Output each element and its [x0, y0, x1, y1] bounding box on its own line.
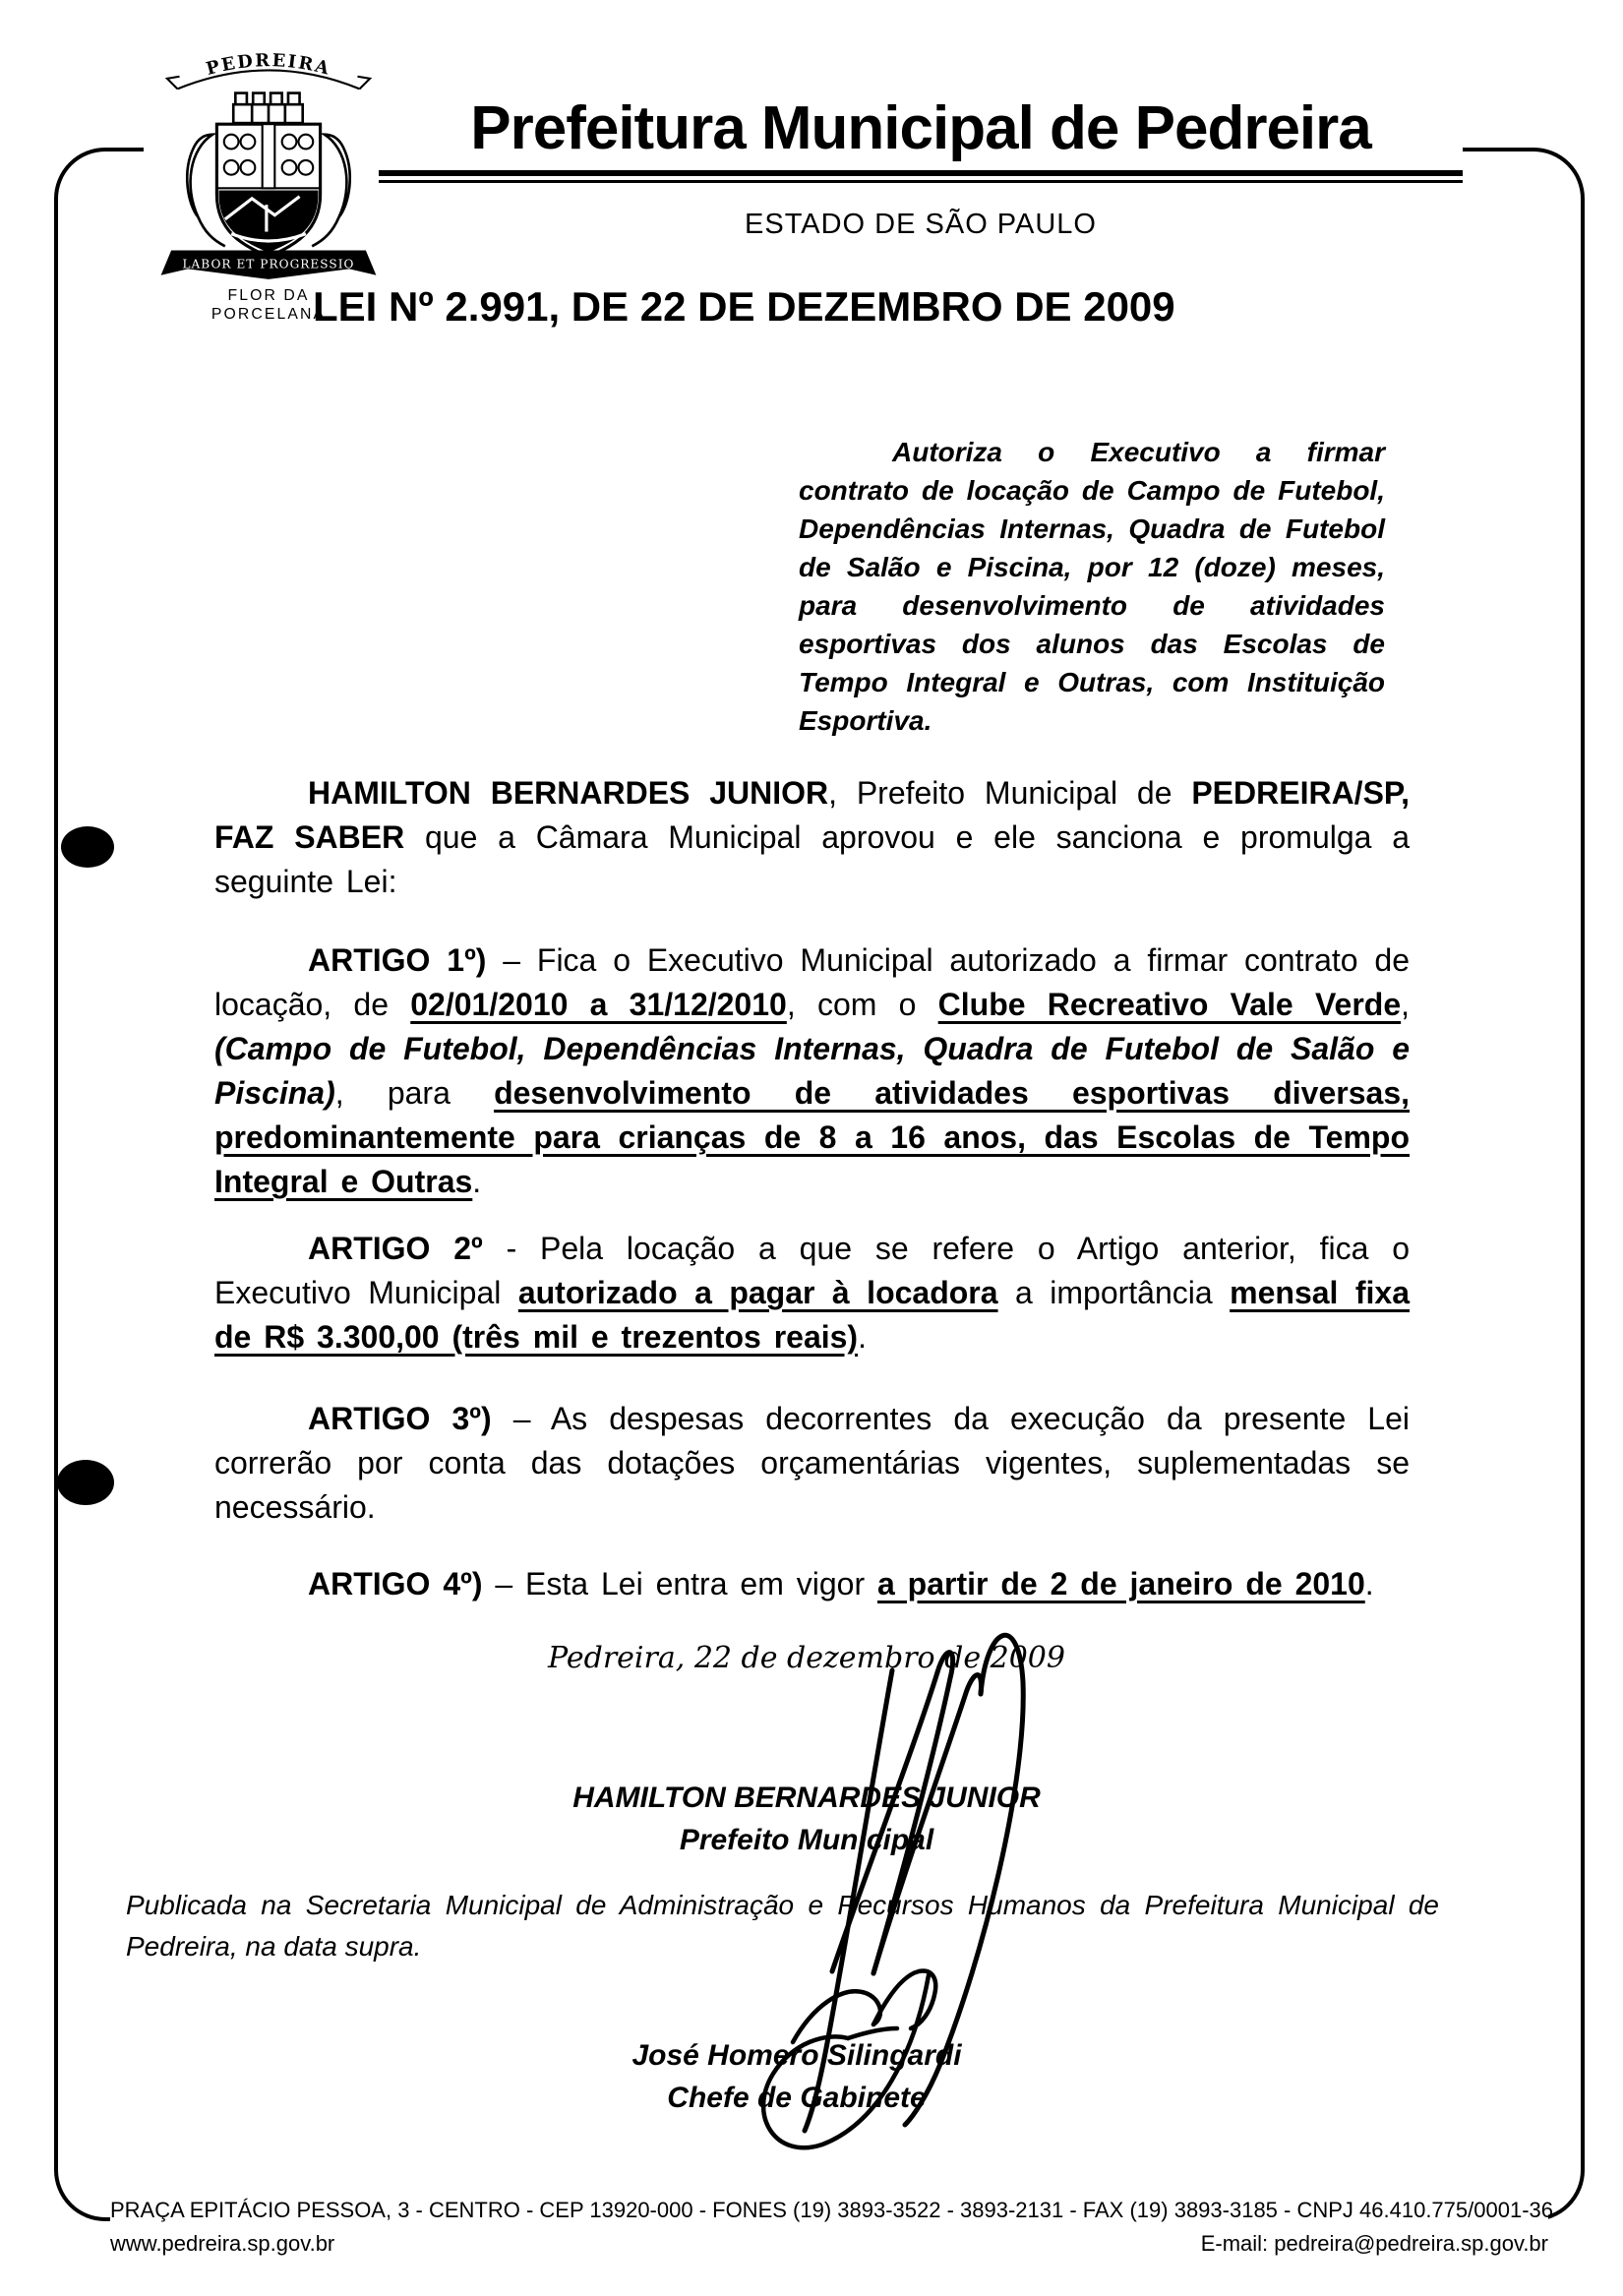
date-line: Pedreira, 22 de dezembro de 2009: [548, 1641, 1065, 1675]
artigo-2-text: - Pela locação a que se refere o Artigo anterior, fica o Executivo Municipal: [214, 1231, 1411, 1310]
chief-name: José Homero Silingardi: [631, 2039, 962, 2072]
artigo-1-head: ARTIGO 1º): [308, 942, 487, 978]
law-title: LEI Nº 2.991, DE 22 DE DEZEMBRO DE 2009: [313, 283, 1175, 330]
paragraph-artigo-2: [214, 1227, 1410, 1359]
faz-saber-text: PEDREIRA/SP, FAZ SABER: [214, 775, 1411, 855]
publication-note: Publicada na Secretaria Municipal de Administração e Recursos Humanos da Prefeitura Municipal de Pedreira, na data supra.: [126, 1890, 1439, 1962]
org-title: Prefeitura Municipal de Pedreira: [470, 94, 1371, 162]
paragraph-preamble: [214, 771, 1410, 904]
crest-motto-text: LABOR ET PROGRESSIO: [182, 257, 355, 272]
chief-sign-block: [521, 2034, 1072, 2119]
artigo-2-text: a importância: [997, 1275, 1231, 1310]
artigo-3-head: ARTIGO 3º): [308, 1401, 492, 1436]
coat-of-arms: [144, 41, 393, 321]
artigo-4-text: .: [1364, 1566, 1374, 1601]
artigo-1-text: , para: [334, 1075, 495, 1111]
mayor-sign-block: [531, 1777, 1082, 1861]
artigo-2-text: .: [858, 1319, 867, 1355]
header-title-block: [379, 92, 1463, 183]
artigo-2-payment: autorizado a pagar à locadora: [517, 1275, 998, 1310]
artigo-2-head: ARTIGO 2º: [308, 1231, 483, 1266]
mayor-name-inline: HAMILTON BERNARDES JUNIOR: [308, 775, 829, 811]
preamble-text: , Prefeito Municipal de: [828, 775, 1192, 811]
crest-banner-text: PEDREIRA: [204, 50, 333, 80]
artigo-4-head: ARTIGO 4º): [308, 1566, 483, 1601]
artigo-1-dates: 02/01/2010 a 31/12/2010: [410, 987, 787, 1022]
artigo-3-text: – As despesas decorrentes da execução da presente Lei correrão por conta das dotações orçamentárias vigentes, suplementadas se necessário.: [214, 1401, 1411, 1525]
svg-text:PEDREIRA: [204, 50, 332, 80]
city-crest-icon: [144, 41, 393, 321]
mayor-role: Prefeito Municipal: [679, 1824, 934, 1856]
paragraph-artigo-1: [214, 938, 1410, 1204]
footer-website: www.pedreira.sp.gov.br: [110, 2231, 335, 2256]
artigo-1-text: – Fica o Executivo Municipal autorizado a firmar contrato de locação, de: [214, 942, 1411, 1022]
chief-role: Chefe de Gabinete: [667, 2082, 927, 2114]
title-rule-thick: [379, 170, 1463, 176]
title-rule-thin: [379, 180, 1463, 183]
paragraph-artigo-4: [214, 1562, 1410, 1606]
artigo-1-facilities: (Campo de Futebol, Dependências Internas, Quadra de Futebol de Salão e Piscina): [214, 1031, 1410, 1111]
artigo-1-text: , com o: [786, 987, 938, 1022]
mayor-name: HAMILTON BERNARDES JUNIOR: [572, 1782, 1041, 1814]
artigo-1-text: .: [472, 1164, 482, 1199]
artigo-4-text: – Esta Lei entra em vigor: [482, 1566, 877, 1601]
paragraph-artigo-3: [214, 1397, 1410, 1530]
artigo-4-effective-date: a partir de 2 de janeiro de 2010: [876, 1566, 1365, 1601]
footer-email: E-mail: pedreira@pedreira.sp.gov.br: [1200, 2231, 1548, 2256]
footer: [110, 2192, 1553, 2257]
law-summary: Autoriza o Executivo a firmar contrato de locação de Campo de Futebol, Dependências Internas, Quadra de Futebol de Salão e Piscina, por 12 (doze) meses, para desenvolvimento de atividades esportivas dos alunos das Escolas de Tempo Integral e Outras, com Instituição Esportiva.: [799, 437, 1385, 736]
punch-hole-top: [61, 826, 114, 868]
artigo-1-text: ,: [1401, 987, 1411, 1022]
state-line: ESTADO DE SÃO PAULO: [745, 209, 1097, 240]
artigo-1-purpose: desenvolvimento de atividades esportivas diversas, predominantemente para crianças de 8 a 16 anos, das Escolas de Tempo Integral e Outras: [214, 1075, 1411, 1199]
punch-hole-bottom: [57, 1460, 114, 1505]
footer-address-line: PRAÇA EPITÁCIO PESSOA, 3 - CENTRO - CEP 13920-000 - FONES (19) 3893-3522 - 3893-2131 - FAX (19) 3893-3185 - CNPJ 46.410.775/0001-36: [110, 2198, 1553, 2222]
crest-caption-2: PORCELANA: [210, 305, 327, 321]
artigo-2-amount: mensal fixa de R$ 3.300,00 (três mil e trezentos reais): [214, 1275, 1411, 1355]
artigo-1-club: Clube Recreativo Vale Verde: [937, 987, 1402, 1022]
preamble-rest: que a Câmara Municipal aprovou e ele sanciona e promulga a seguinte Lei:: [214, 819, 1411, 899]
crest-caption-1: FLOR DA: [227, 286, 310, 304]
